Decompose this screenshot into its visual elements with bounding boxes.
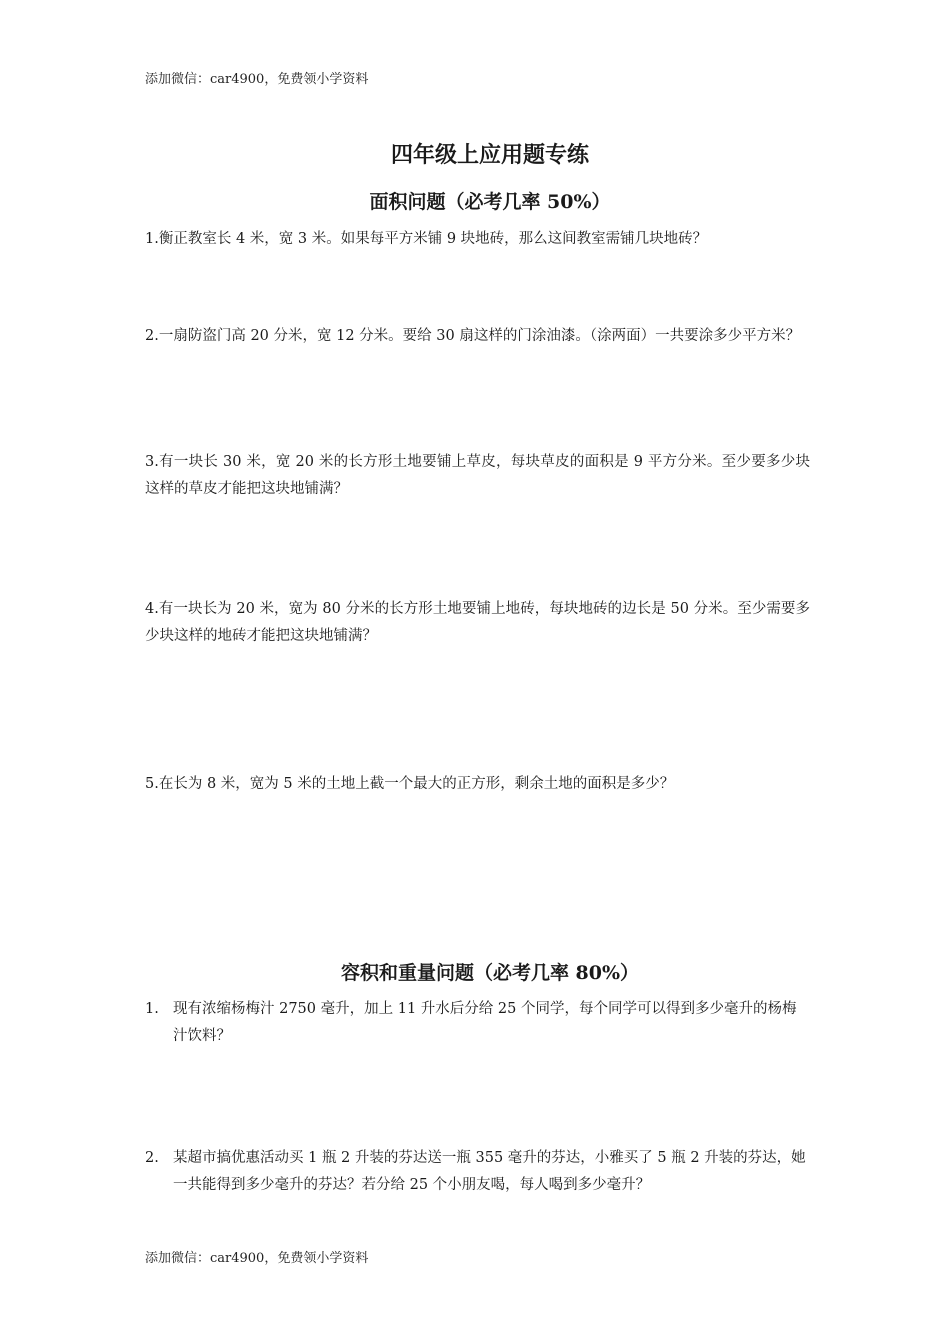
question-area-3: 3.有一块长 30 米，宽 20 米的长方形土地要铺上草皮，每块草皮的面积是 9 平方分米。至少要多少块这样的草皮才能把这块地铺满？	[145, 454, 810, 497]
question-volume-2	[145, 1145, 810, 1199]
page-header: 添加微信：car4900，免费领小学资料	[145, 72, 369, 87]
question-text: 现有浓缩杨梅汁 2750 毫升，加上 11 升水后分给 25 个同学，每个同学可以得到多少毫升的杨梅汁饮料？	[173, 1001, 797, 1044]
page-title: 四年级上应用题专练	[390, 142, 589, 168]
section-heading-area: 面积问题（必考几率 50%）	[369, 191, 611, 213]
question-number: 2.	[145, 1150, 159, 1166]
question-volume-1	[145, 996, 810, 1050]
question-area-5: 5.在长为 8 米，宽为 5 米的土地上截一个最大的正方形，剩余土地的面积是多少？	[145, 776, 675, 792]
question-number: 1.	[145, 1001, 159, 1017]
page-footer: 添加微信：car4900，免费领小学资料	[145, 1251, 369, 1266]
question-area-1: 1.衡正教室长 4 米，宽 3 米。如果每平方米铺 9 块地砖，那么这间教室需铺几块地砖？	[145, 231, 708, 247]
question-area-2: 2.一扇防盗门高 20 分米，宽 12 分米。要给 30 扇这样的门涂油漆。（涂两面）一共要涂多少平方米？	[145, 328, 801, 344]
section-heading-volume: 容积和重量问题（必考几率 80%）	[340, 962, 640, 984]
question-text: 某超市搞优惠活动买 1 瓶 2 升装的芬达送一瓶 355 毫升的芬达，小雅买了 5 瓶 2 升装的芬达，她一共能得到多少毫升的芬达？若分给 25 个小朋友喝，每人喝到多少毫升？	[173, 1150, 806, 1193]
question-area-4: 4.有一块长为 20 米，宽为 80 分米的长方形土地要铺上地砖，每块地砖的边长是 50 分米。至少需要多少块这样的地砖才能把这块地铺满？	[145, 601, 810, 644]
